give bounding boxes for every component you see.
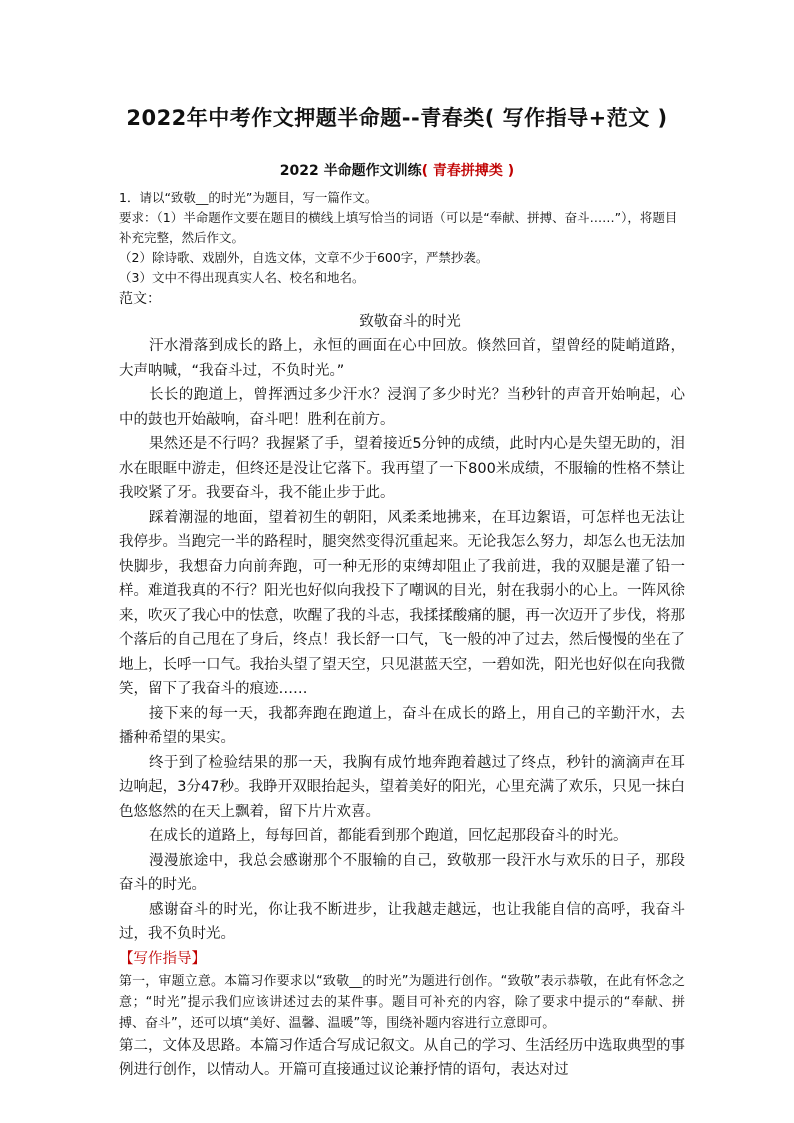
writing-guide-paragraph-1: 第一，审题立意。本篇习作要求以“致敬__的时光”为题进行创作。“致敬”表示恭敬，在此有怀念之意；“时光”提示我们应该讲述过去的某件事。题目可补充的内容，除了要求中提示的“奉献、拼搏、奋斗”，还可以填“美好、温馨、温暖”等，围绕补题内容进行立意即可。 bbox=[119, 973, 685, 1031]
essay-paragraph: 终于到了检验结果的那一天，我胸有成竹地奔跑着越过了终点，秒针的滴滴声在耳边响起，3分47秒。我睁开双眼抬起头，望着美好的阳光，心里充满了欢乐，只见一抹白色悠悠然的在天上飘着，留下片片欢喜。 bbox=[119, 754, 685, 820]
essay-paragraph: 汗水滑落到成长的路上，永恒的画面在心中回放。倏然回首，望曾经的陡峭道路，大声呐喊，“我奋斗过，不负时光。” bbox=[119, 338, 685, 379]
subtitle-main: 2022 半命题作文训练 bbox=[279, 163, 422, 179]
essay-paragraph: 果然还是不行吗？我握紧了手，望着接近5分钟的成绩，此时内心是失望无助的，泪水在眼眶中游走，但终还是没让它落下。我再望了一下800米成绩，不服输的性格不禁让我咬紧了牙。我要奋斗，我不能止步于此。 bbox=[119, 436, 685, 501]
training-subtitle bbox=[0, 160, 794, 180]
prompt-requirement-1: 要求：（1）半命题作文要在题目的横线上填写恰当的词语（可以是“奉献、拼搏、奋斗……”），将题目补充完整，然后作文。 bbox=[119, 210, 678, 245]
sample-essay-label: 范文： bbox=[119, 291, 161, 307]
subtitle-category: ( 青春拼搏类 ) bbox=[421, 163, 515, 179]
essay-paragraph: 踩着潮湿的地面，望着初生的朝阳，风柔柔地拂来，在耳边絮语，可怎样也无法让我停步。当跑完一半的路程时，腿突然变得沉重起来。无论我怎么努力，却怎么也无法加快脚步，我想奋力向前奔跑，可一种无形的束缚却阻止了我前进，我的双腿是灌了铅一样。难道我真的不行？阳光也好似向我投下了嘲讽的目光，射在我弱小的心上。一阵风徐来，吹灭了我心中的怯意，吹醒了我的斗志，我揉揉酸痛的腿，再一次迈开了步伐，将那个落后的自己甩在了身后，终点！我长舒一口气，飞一般的冲了过去，然后慢慢的坐在了地上，长呼一口气。我抬头望了望天空，只见湛蓝天空，一碧如洗，阳光也好似在向我微笑，留下了我奋斗的痕迹…… bbox=[119, 509, 685, 697]
prompt-line-1: 1．请以“致敬__的时光”为题目，写一篇作文。 bbox=[119, 190, 378, 205]
essay-paragraph: 长长的跑道上，曾挥洒过多少汗水？浸润了多少时光？当秒针的声音开始响起，心中的鼓也开始敲响，奋斗吧！胜利在前方。 bbox=[119, 387, 685, 428]
prompt-requirement-2: （2）除诗歌、戏剧外，自选文体，文章不少于600字，严禁抄袭。 bbox=[119, 250, 489, 265]
document-title: 2022年中考作文押题半命题--青春类( 写作指导+范文 ) bbox=[126, 106, 668, 130]
writing-guide-paragraph-2: 第二，文体及思路。本篇习作适合写成记叙文。从自己的学习、生活经历中选取典型的事例进行创作，以情动人。开篇可直接通过议论兼抒情的语句，表达对过 bbox=[119, 1037, 685, 1078]
prompt-requirement-3: （3）文中不得出现真实人名、校名和地名。 bbox=[119, 270, 365, 285]
essay-title: 致敬奋斗的时光 bbox=[359, 314, 461, 330]
writing-guide-heading: 【写作指导】 bbox=[119, 950, 206, 967]
document-body bbox=[119, 188, 685, 1082]
essay-paragraph: 感谢奋斗的时光，你让我不断进步，让我越走越远，也让我能自信的高呼，我奋斗过，我不负时光。 bbox=[119, 901, 685, 942]
essay-paragraph: 漫漫旅途中，我总会感谢那个不服输的自己，致敬那一段汗水与欢乐的日子，那段奋斗的时光。 bbox=[119, 852, 685, 893]
essay-paragraph: 接下来的每一天，我都奔跑在跑道上，奋斗在成长的路上，用自己的辛勤汗水，去播种希望的果实。 bbox=[119, 705, 685, 746]
essay-paragraph: 在成长的道路上，每每回首，都能看到那个跑道，回忆起那段奋斗的时光。 bbox=[149, 828, 628, 844]
